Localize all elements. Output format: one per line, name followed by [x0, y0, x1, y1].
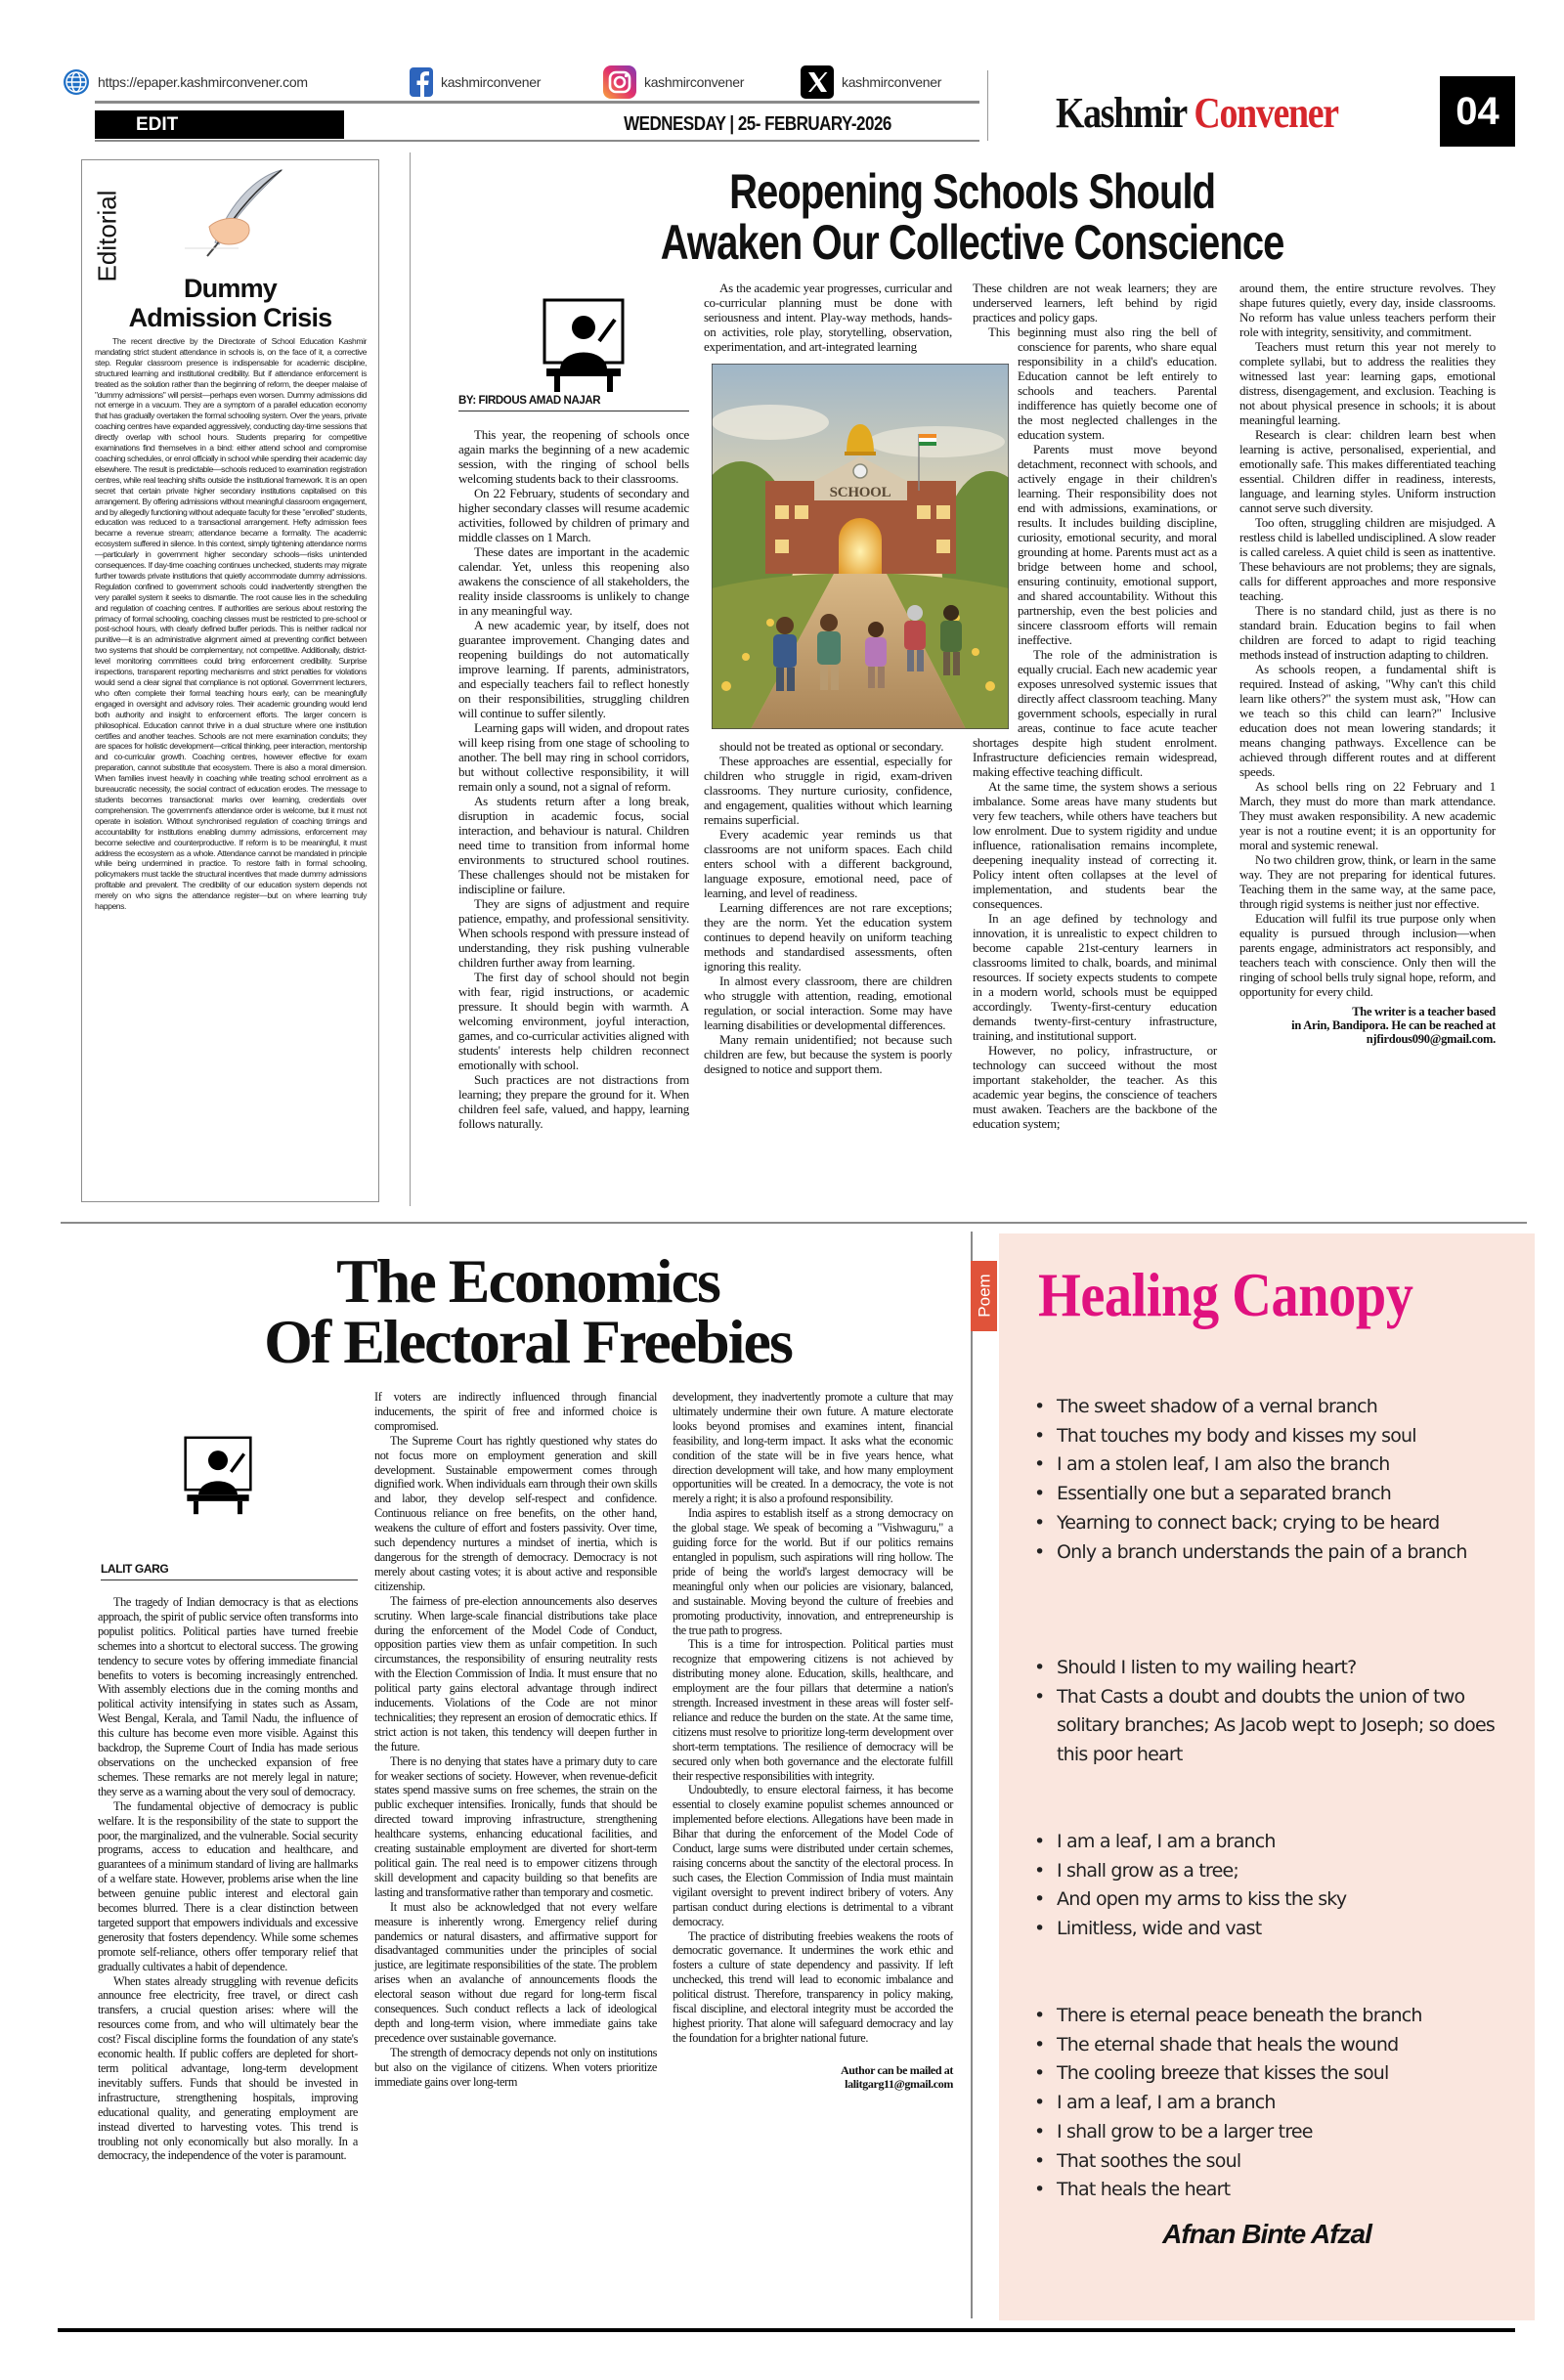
author-note: Author can be mailed at lalitgarg11@gmail.com: [673, 2063, 953, 2091]
poem-stanza: [1034, 2002, 1503, 2205]
quill-hand-icon: [180, 166, 287, 259]
paragraph: On 22 February, students of secondary and higher secondary classes will resume academic activities, followed by children of primary and middle classes on 1 March.: [458, 486, 689, 544]
poem-line: • I am a leaf, I am a branch: [1034, 2089, 1503, 2118]
instagram-link[interactable]: [603, 68, 744, 96]
paragraph: The practice of distributing freebies weakens the roots of democratic governance. It undermines the work ethic and fosters a culture of state dependency and passivity. If left unchecked, this trend will lead to economic imbalance and political distrust. Therefore, transparency in policy making, fiscal discipline, and electoral integrity must be accorded the highest priority. That alone will safeguard democracy and lay the foundation for a brighter national future.: [673, 1928, 953, 2045]
paragraph: Teachers must return this year not merely to complete syllabi, but to address the realities they witnessed last year: learning gaps, emotional distress, disengagement, and exclusion. Teaching is not about physical presence in schools; it is about meaningful learning.: [1239, 339, 1496, 427]
poem-line: • Limitless, wide and vast: [1034, 1915, 1503, 1944]
header-rule: [95, 101, 979, 104]
paragraph: As schools reopen, a fundamental shift is required. Instead of asking, "Why can't this child learn like others?" the system must ask, "How can we teach so this child can learn?" Inclusive education does not mean lowering standards; it means changing pathways. Excellence can be achieved through different routes and at different speeds.: [1239, 662, 1496, 779]
paragraph: India aspires to establish itself as a strong democracy on the global stage. We speak of becoming a "Vishwaguru," a guiding force for the world. But if our politics remains entangled in populism, such aspirations will ring hollow. The pride of being the world's largest democracy will be meaningful only when our policies are visionary, balanced, and sustainable. Moving beyond the culture of freebies and promoting productivity, innovation, and entrepreneurship is the true path to progress.: [673, 1506, 953, 1637]
poem-line: • I am a stolen leaf, I am also the branch: [1034, 1450, 1503, 1480]
article1-column-4: [1239, 281, 1496, 1046]
editorial-body: [95, 336, 367, 912]
poem-line: • I shall grow as a tree;: [1034, 1857, 1503, 1886]
page-bottom-rule: [58, 2328, 1515, 2332]
paragraph: Such practices are not distractions from learning; they prepare the ground for it. When children feel safe, valued, and happy, learning follows naturally.: [458, 1072, 689, 1131]
poem-stanza: [1034, 1393, 1503, 1567]
paragraph: There is no denying that states have a primary duty to care for weaker sections of society. However, when revenue-deficit states spend massive sums on free schemes, the strain on the public exchequer intensifies. Ironically, funds that should be directed toward improving infrastructure, strengthening healthcare systems, enhancing educational facilities, and creating sustainable employment are diverted for short-term political gain. The real need is to empower citizens through skill development and capacity building so that benefits are lasting and transformative rather than temporary and cosmetic.: [374, 1753, 657, 1899]
paragraph: If voters are indirectly influenced through financial inducements, the spirit of free and informed choice is compromised.: [374, 1390, 657, 1433]
poem-panel: [999, 1233, 1535, 2320]
paragraph: They are signs of adjustment and require patience, empathy, and professional sensitivity. When schools respond with pressure instead of understanding, they risk pushing vulnerable children further away from learning.: [458, 896, 689, 970]
globe-icon: [63, 68, 90, 96]
poem-line: • And open my arms to kiss the sky: [1034, 1885, 1503, 1915]
paragraph: This beginning must also ring the bell of conscience for parents, who share equal responsibility in a child's education. Education cannot be left entirely to schools and teachers. Parental indifference has quietly become one of the most neglected challenges in the education system.: [988, 325, 1217, 442]
school-sign: SCHOOL: [829, 485, 891, 500]
section-divider: [61, 1222, 1527, 1224]
x-icon: [801, 65, 834, 99]
poem-line: • Essentially one but a separated branch: [1034, 1480, 1503, 1509]
paragraph: The first day of school should not begin with fear, rigid instructions, or academic pressure. It should begin with warmth. A welcoming environment, joyful interaction, games, and co-curricular activities aligned with students' interests help children reconnect emotionally with school.: [458, 970, 689, 1072]
paragraph: development, they inadvertently promote a culture that may ultimately undermine their own future. A mature electorate looks beyond promises and examines intent, financial feasibility, and long-term impact. It asks what the economic condition of the state will be in five years hence, what direction development will take, and how many employment opportunities will be created. In a democracy, the vote is not merely a right; it is also a profound responsibility.: [673, 1390, 953, 1506]
website-url[interactable]: https://epaper.kashmirconvener.com: [98, 74, 308, 90]
header-divider: [987, 70, 988, 141]
paragraph: Research is clear: children learn best when learning is active, personalised, experiential, and emotionally safe. This makes differentiated teaching essential. Children differ in readiness, interests, language, and learning styles. Uniform instruction cannot serve such diversity.: [1239, 427, 1496, 515]
paragraph: As students return after a long break, disruption in academic focus, social interaction, and behaviour is natural. Children need time to transition from informal home environments to structured school routines. These challenges should not be mistaken for indiscipline or failure.: [458, 794, 689, 896]
article1-column-4-text: [1239, 281, 1496, 999]
instagram-icon: [603, 65, 636, 99]
column-rule: [410, 152, 411, 1206]
page-number: 04: [1440, 76, 1515, 147]
paragraph: Education will fulfil its true purpose only when equality is pursued through inclusion—when parents engage, administrators act responsibly, and teachers teach with conscience. Only then will the ringing of school bells truly signal hope, reform, and opportunity for every child.: [1239, 911, 1496, 999]
poem-line: • The cooling breeze that kisses the soul: [1034, 2059, 1503, 2089]
author-email[interactable]: lalitgarg11@gmail.com: [845, 2076, 953, 2091]
article1-column-2: [704, 281, 952, 1076]
paragraph: Undoubtedly, to ensure electoral fairness, it has become essential to closely examine populist schemes announced or implemented before elections. Allegations have been made in Bihar that during the enforcement of the Model Code of Conduct, large sums were distributed under certain schemes, raising concerns about the sanctity of the electoral process. In such cases, the Election Commission of India must maintain vigilant oversight to prevent indirect bribery of voters. Any partisan conduct during elections is detrimental to a vibrant democracy.: [673, 1783, 953, 1928]
article2-column-3: [673, 1390, 953, 2091]
paragraph: As school bells ring on 22 February and 1 March, they must do more than mark attendance. They must awaken responsibility. A new academic year is not a routine event; it is an opportunity for moral and systemic renewal.: [1239, 779, 1496, 852]
paragraph: This year, the reopening of schools once again marks the beginning of a new academic session, with the ringing of school bells welcoming students back to their classrooms.: [458, 427, 689, 486]
poem-title: Healing Canopy: [1038, 1260, 1413, 1329]
editorial-box: [81, 159, 379, 1202]
paragraph: These approaches are essential, especially for children who struggle in rigid, exam-driven classrooms. They nurture curiosity, confidence, and engagement, qualities without which learning remains superficial.: [704, 754, 952, 827]
header-rule-lower: [95, 140, 979, 142]
facebook-icon: [410, 67, 433, 97]
poem-line: • I am a leaf, I am a branch: [1034, 1828, 1503, 1857]
poem-line: • That soothes the soul: [1034, 2147, 1503, 2177]
masthead-logo[interactable]: Kashmir Convener: [1056, 89, 1338, 137]
writer-icon: [543, 298, 625, 394]
paragraph: There is no standard child, just as there is no standard brain. Education begins to fail when children are forced to adapt to rigid teaching methods instead of instruction adapting to children.: [1239, 603, 1496, 662]
poem-line: • I shall grow to be a larger tree: [1034, 2118, 1503, 2147]
paragraph: In almost every classroom, there are children who struggle with attention, reading, emotional regulation, or social interaction. Some may have learning disabilities or developmental differences.: [704, 974, 952, 1032]
paragraph: When states already struggling with revenue deficits announce free electricity, free travel, or direct cash transfers, a crucial question arises: where will the resources come from, and who will ultimately bear the cost? Fiscal discipline forms the foundation of any state's economic health. If public coffers are depleted for short-term political advantage, long-term development inevitably suffers. Funds that should be invested in infrastructure, strengthening hospitals, improving educational quality, and generating employment are instead diverted to harvesting votes. This trend is troubling not only economically but also morally. In a democracy, the independence of the voter is paramount.: [98, 1973, 358, 2163]
article1-column-2-bottom: [704, 739, 952, 1076]
poem-line: • Only a branch understands the pain of a branch: [1034, 1538, 1503, 1568]
editorial-title: Dummy Admission Crisis: [128, 274, 332, 332]
paragraph: Too often, struggling children are misjudged. A restless child is labelled undisciplined. A slow reader is called careless. A quiet child is seen as inattentive. These behaviours are not problems; they are signals, calls for different approaches and more responsive teaching.: [1239, 515, 1496, 603]
issue-date: WEDNESDAY | 25- FEBRUARY-2026: [624, 113, 891, 135]
paragraph: The strength of democracy depends not only on institutions but also on the vigilance of citizens. When voters prioritize immediate gains over long-term: [374, 2045, 657, 2089]
paragraph: No two children grow, think, or learn in the same way. They are not preparing for identical futures. Teaching them in the same way, at the same pace, through rigid systems is neither just nor effective.: [1239, 852, 1496, 911]
poem-line: • Yearning to connect back; crying to be heard: [1034, 1509, 1503, 1538]
paragraph: The fairness of pre-election announcements also deserves scrutiny. When large-scale financial distributions take place during the enforcement of the Model Code of Conduct, opposition parties view them as unfair competition. In such circumstances, the responsibility of ensuring neutrality rests with the Election Commission of India. It must ensure that no political party gains electoral advantage through indirect inducements. Violations of the Code are not minor technicalities; they represent an erosion of democratic ethics. If strict action is not taken, this tendency will deepen further in the future.: [374, 1593, 657, 1753]
paragraph: It must also be acknowledged that not every welfare measure is inherently wrong. Emergency relief during pandemics or natural disasters, and affirmative support for disadvantaged communities under the principles of social justice, are legitimate responsibilities of the state. The problem arises when an avalanche of announcements floods the electoral season without due regard for long-term fiscal consequences. Such conduct reflects a lack of ideological depth and long-term vision, where immediate gains take precedence over sustainable governance.: [374, 1899, 657, 2045]
paragraph: Many remain unidentified; not because such children are few, but because the system is poorly designed to notice and support them.: [704, 1032, 952, 1076]
poem-line: • Should I listen to my wailing heart?: [1034, 1654, 1503, 1683]
school-illustration: [712, 364, 1009, 729]
paragraph: Learning differences are not rare exceptions; they are the norm. Yet the education system continues to depend heavily on uniform teaching methods and standardised assessments, often ignoring this reality.: [704, 900, 952, 974]
paragraph: should not be treated as optional or secondary.: [719, 739, 944, 754]
paragraph: The fundamental objective of democracy is public welfare. It is the responsibility of the state to support the poor, the marginalized, and the vulnerable. Social security programs, access to education and healthcare, and guarantees of a minimum standard of living are hallmarks of a welfare state. However, problems arise when the line between genuine public interest and electoral gain becomes blurred. There is a clear distinction between targeted support that empowers individuals and excessive generosity that fosters dependency. While some schemes promote self-reliance, others offer temporary relief that gradually cultivates a habit of dependence.: [98, 1798, 358, 1973]
poem-line: • That touches my body and kisses my soul: [1034, 1422, 1503, 1451]
paragraph: In an age defined by technology and innovation, it is unrealistic to expect children to become capable 21st-century learners in classrooms limited to chalk, boards, and minimal resources. If society expects students to compete in a modern world, schools must be equipped accordingly. Twenty-first-century education demands twenty-first-century infrastructure, training, and institutional support.: [973, 911, 1217, 1043]
poem-line: • The sweet shadow of a vernal branch: [1034, 1393, 1503, 1422]
poem-line: • The eternal shade that heals the wound: [1034, 2031, 1503, 2060]
poem-line: • There is eternal peace beneath the branch: [1034, 2002, 1503, 2031]
article2-headline: The Economics Of Electoral Freebies: [264, 1246, 792, 1376]
writer-email[interactable]: njfirdous090@gmail.com.: [1366, 1032, 1496, 1046]
x-handle[interactable]: kashmirconvener: [842, 74, 942, 90]
poem-line: • That Casts a doubt and doubts the union of two solitary branches; As Jacob wept to Joseph; so does this poor heart: [1034, 1683, 1503, 1770]
article2-byline: LALIT GARG: [101, 1562, 358, 1580]
website-link[interactable]: [63, 68, 308, 96]
paragraph: These dates are important in the academic calendar. Yet, unless this reopening also awakens the conscience of all stakeholders, the reality inside classrooms is unlikely to change in any meaningful way.: [458, 544, 689, 618]
section-label: EDIT: [95, 110, 344, 139]
paragraph: Learning gaps will widen, and dropout rates will keep rising from one stage of schooling to another. The bell may ring in school corridors, but without collective responsibility, it will remain only a sound, not a signal of reform.: [458, 720, 689, 794]
poem-stanza: [1034, 1654, 1503, 1770]
poem-line: • That heals the heart: [1034, 2176, 1503, 2205]
poem-tag: Poem: [971, 1261, 997, 1331]
paragraph: The role of the administration is equally crucial. Each new academic year exposes unresolved systemic issues that directly affect classroom teaching. Many government schools, especially in rural areas, continue to face acute teacher shortages despite high student enrolment. Infrastructure deficiencies remain widespread, making effective teaching difficult.: [973, 647, 1217, 779]
article-headline: Reopening Schools Should Awaken Our Collective Conscience: [661, 164, 1284, 270]
x-link[interactable]: [801, 68, 941, 96]
article1-column-1: [458, 427, 689, 1131]
paragraph: However, no policy, infrastructure, or technology can succeed without the most important stakeholder, the teacher. As this academic year begins, the conscience of teachers must awaken. Teachers are the backbone of the education system;: [973, 1043, 1217, 1131]
instagram-handle[interactable]: kashmirconvener: [644, 74, 745, 90]
article2-column-3-text: [673, 1390, 953, 2046]
writer-note: The writer is a teacher based in Arin, Bandipora. He can be reached at njfirdous090@gmail.com.: [1239, 1005, 1496, 1046]
paragraph: Every academic year reminds us that classrooms are not uniform spaces. Each child enters school with a different background, language exposure, emotional need, pace of learning, and level of readiness.: [704, 827, 952, 900]
paragraph: The recent directive by the Directorate of School Education Kashmir mandating strict student attendance in schools is, on the face of it, a corrective step. Regular classroom presence is indispensable for academic discipline, structured learning and institutional credibility. But if attendance enforcement is treated as the solution rather than the beginning of reform, the deeper malaise of "dummy admissions" will persist—perhaps even worsen. Dummy admissions did not emerge in a vacuum. They are a symptom of a parallel education economy that has gradually overtaken the formal schooling system. Over the years, private coaching centres have expanded aggressively, conducting day-time sessions that directly overlap with school hours. Students preparing for competitive examinations find themselves in a bind: either attend school and compromise coaching schedules, or enrol officially in school while spending their academic day elsewhere. The result is predictable—schools reduced to examination registration centres, while real teaching shifts outside the institutional framework. It is an open secret that certain private higher secondary institutions capitalised on this arrangement. By offering admissions without meaningful classroom engagement, and by allegedly functioning without adequate faculty for these "enrolled" students, education was reduced to a transactional arrangement. Hefty admission fees became a revenue stream; attendance became a formality. The academic ecosystem suffered in silence. In this context, simply tightening attendance norms—particularly in government higher secondary schools—risks unintended consequences. If day-time coaching continues unchecked, students may migrate further towards private institutions that quietly accommodate dummy admissions. Regulation confined to government schools could inadvertently strengthen the very parallel system it seeks to dismantle. The root cause lies in the scheduling and regulation of coaching centres. If authorities are serious about restoring the primacy of formal schooling, coaching classes must be restricted to pre-school or post-school hours, with clearly defined buffer periods. This is neither radical nor punitive—it is an administrative alignment aimed at preventing conflict between two systems that should be complementary, not competitive. Additionally, district-level monitoring committees could bring enforcement credibility. Surprise inspections, transparent reporting mechanisms and strict penalties for violations would send a clear signal that compliance is not optional. Government lecturers, who often complete their formal teaching hours early, can be meaningfully engaged in oversight and advisory roles. Their academic grounding would lend both authority and insight to enforcement efforts. The larger concern is philosophical. Education cannot thrive in a dual structure where one institution certifies and another teaches. Schools are not mere examination conduits; they are spaces for holistic development—critical thinking, peer interaction, mentorship and co-curricular growth. Coaching centres, however effective for exam preparation, cannot substitute that ecosystem. There is also a moral dimension. When families invest heavily in coaching while treating school enrolment as a bureaucratic necessity, the social contract of education erodes. The message to students becomes transactional: marks over learning, credentials over comprehension. The government's attendance order is welcome, but it must not operate in isolation. Without synchronised regulation of coaching timings and accountability for institutions enabling dummy admissions, enforcement may become selective and counterproductive. If reform is to be meaningful, it must address the ecosystem as a whole. Attendance cannot be mandated in principle while being undermined in practice. To restore faith in formal schooling, policymakers must tackle the structural incentives that made dummy admissions profitable and prevalent. The credibility of our education system depends not merely on who signs the attendance register—but on where learning truly happens.: [95, 336, 368, 912]
paragraph: around them, the entire structure revolves. They shape futures quietly, every day, inside classrooms. No reform has value unless teachers perform their role with integrity, sensitivity, and commitment.: [1239, 281, 1496, 339]
article2-column-2: [374, 1390, 657, 2090]
paragraph: At the same time, the system shows a serious imbalance. Some areas have many students but very few teachers, while others have teachers but low enrolment. Due to system rigidity and undue influence, rationalisation remains incomplete, deepening inequality instead of correcting it. Policy intent often collapses at the level of implementation, and students bear the consequences.: [973, 779, 1217, 911]
paragraph: The Supreme Court has rightly questioned why states do not focus more on employment generation and skill development. Sustainable empowerment comes through dignified work. When individuals earn through their own skills and labor, they develop self-respect and confidence. Continuous reliance on free benefits, on the other hand, weakens the culture of effort and fosters passivity. Over time, such dependency nurtures a mindset of inertia, which is dangerous for the strength of democracy. Democracy is not merely about casting votes; it is about active and responsible citizenship.: [374, 1433, 657, 1593]
paragraph: As the academic year progresses, curricular and co-curricular planning must be done with seriousness and intent. Play-way methods, hands-on activities, role play, storytelling, observation, experimentation, and art-integrated learning: [704, 281, 952, 354]
paragraph: This is a time for introspection. Political parties must recognize that empowering citizens is not achieved by distributing money alone. Education, skills, healthcare, and employment are the four pillars that determine a nation's strength. Increased investment in these areas will foster self-reliance and reduce the burden on the state. At the same time, citizens must resolve to prioritize long-term development over short-term temptations. The resilience of democracy will be secured only when both governance and the electorate fulfill their respective responsibilities with integrity.: [673, 1637, 953, 1783]
author-icon: [184, 1427, 252, 1525]
article1-column-2-top: [704, 281, 952, 354]
paragraph: The tragedy of Indian democracy is that as elections approach, the spirit of public service often transforms into populist politics. Political parties have turned freebie schemes into a shortcut to electoral success. The growing tendency to secure votes by offering immediate financial benefits to voters is becoming increasingly entrenched. With assembly elections due in the coming months and political activity intensifying in states such as Assam, West Bengal, Kerala, and Tamil Nadu, the influence of this culture has become even more visible. Against this backdrop, the Supreme Court of India has made serious observations on the unchecked expansion of free schemes. These remarks are not merely legal in nature; they serve as a warning about the very soul of democracy.: [98, 1595, 358, 1798]
article-byline: BY: FIRDOUS AMAD NAJAR: [458, 395, 689, 411]
facebook-link[interactable]: [410, 68, 541, 96]
paragraph: These children are not weak learners; they are underserved learners, left behind by rigid practices and policy gaps.: [973, 281, 1217, 325]
poem-stanza: [1034, 1828, 1503, 1944]
editorial-label: Editorial: [92, 190, 122, 282]
article2-column-1: [98, 1595, 358, 2163]
article1-column-3: [973, 281, 1217, 1131]
facebook-handle[interactable]: kashmirconvener: [441, 74, 542, 90]
poem-author: Afnan Binte Afzal: [1162, 2219, 1371, 2249]
paragraph: Parents must move beyond detachment, reconnect with schools, and actively engage in their children's learning. Their responsibility does not end with admissions, examinations, or results. It includes building discipline, curiosity, emotional security, and moral grounding at home. Parents must act as a bridge between home and school, ensuring continuity, emotional support, and shared accountability. Without this partnership, even the best policies and sincere classroom efforts will remain ineffective.: [1018, 442, 1217, 647]
paragraph: A new academic year, by itself, does not guarantee improvement. Changing dates and reopening buildings do not automatically improve learning. If parents, administrators, and especially teachers fail to reflect honestly on their responsibilities, struggling children will continue to suffer silently.: [458, 618, 689, 720]
poem-divider: [971, 1232, 973, 2318]
